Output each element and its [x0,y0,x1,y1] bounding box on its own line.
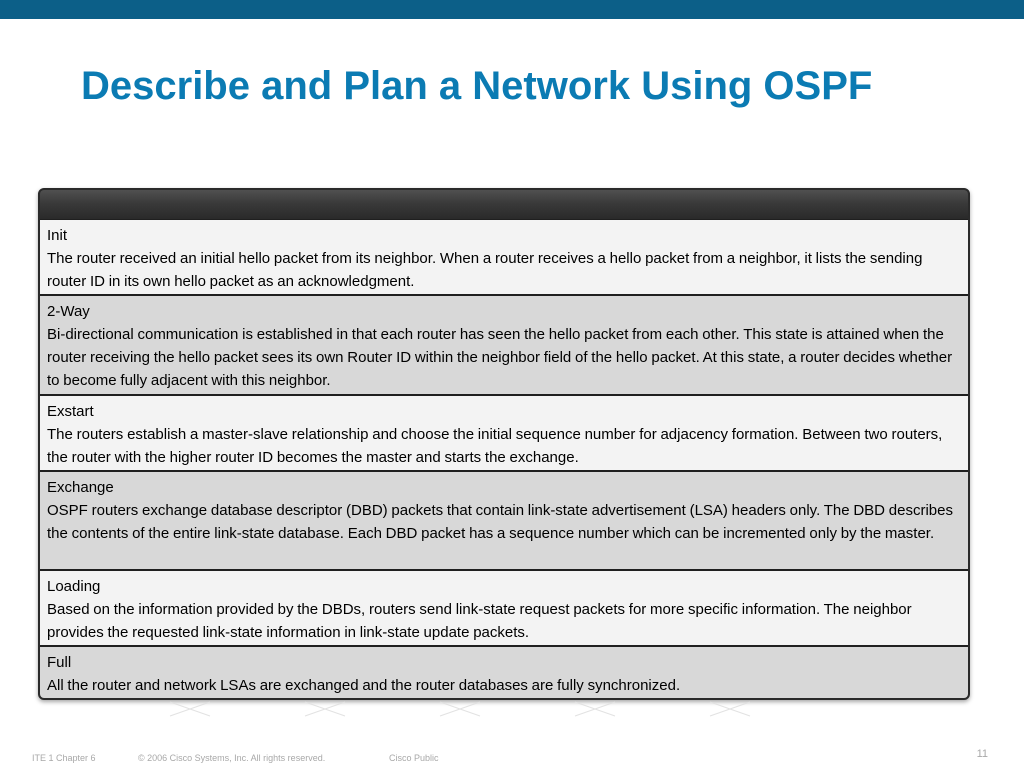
state-row-exstart [40,396,968,470]
decorative-network-lines [150,698,830,722]
state-description: The routers establish a master-slave relationship and choose the initial sequence number for adjacency formation. Between two routers, the router with the higher router ID becomes the master and starts the exchange. [47,426,943,466]
table-header [40,190,968,219]
state-description: The router received an initial hello packet from its neighbor. When a router receives a hello packet from a neighbor, it lists the sending router ID in its own hello packet as an acknowledgment. [47,250,923,290]
state-description: Based on the information provided by the DBDs, routers send link-state request packets for more specific information. The neighbor provides the requested link-state information in link-state update packets. [47,601,912,641]
state-description: Bi-directional communication is established in that each router has seen the hello packet from each other. This state is attained when the router receiving the hello packet sees its own Router ID within the neighbor field of the hello packet. At this state, a router decides whether to become fully adjacent with this neighbor. [47,326,953,389]
state-name: Exchange [47,479,114,496]
page-number: 11 [976,748,988,760]
footer-course: ITE 1 Chapter 6 [32,753,96,763]
state-row-exchange [40,472,968,569]
state-row-loading [40,571,968,645]
state-description: All the router and network LSAs are exchanged and the router databases are fully synchronized. [47,677,681,694]
state-name: Full [47,654,72,671]
state-name: Loading [47,578,101,595]
state-name: Exstart [47,403,94,420]
footer-copyright: © 2006 Cisco Systems, Inc. All rights reserved. [138,753,326,763]
state-row-init [40,220,968,294]
state-row-full [40,647,968,698]
slide-title: Describe and Plan a Network Using OSPF [81,64,873,108]
state-description: OSPF routers exchange database descriptor (DBD) packets that contain link-state advertisement (LSA) headers only. The DBD describes the contents of the entire link-state database. Each DBD packet has a sequence number which can be incremented only by the master. [47,502,953,542]
state-name: Init [47,227,68,244]
top-banner [0,0,1024,19]
footer-classification: Cisco Public [389,753,439,763]
state-name: 2-Way [47,303,90,320]
state-row-2-way [40,296,968,394]
ospf-states-table [38,188,970,700]
